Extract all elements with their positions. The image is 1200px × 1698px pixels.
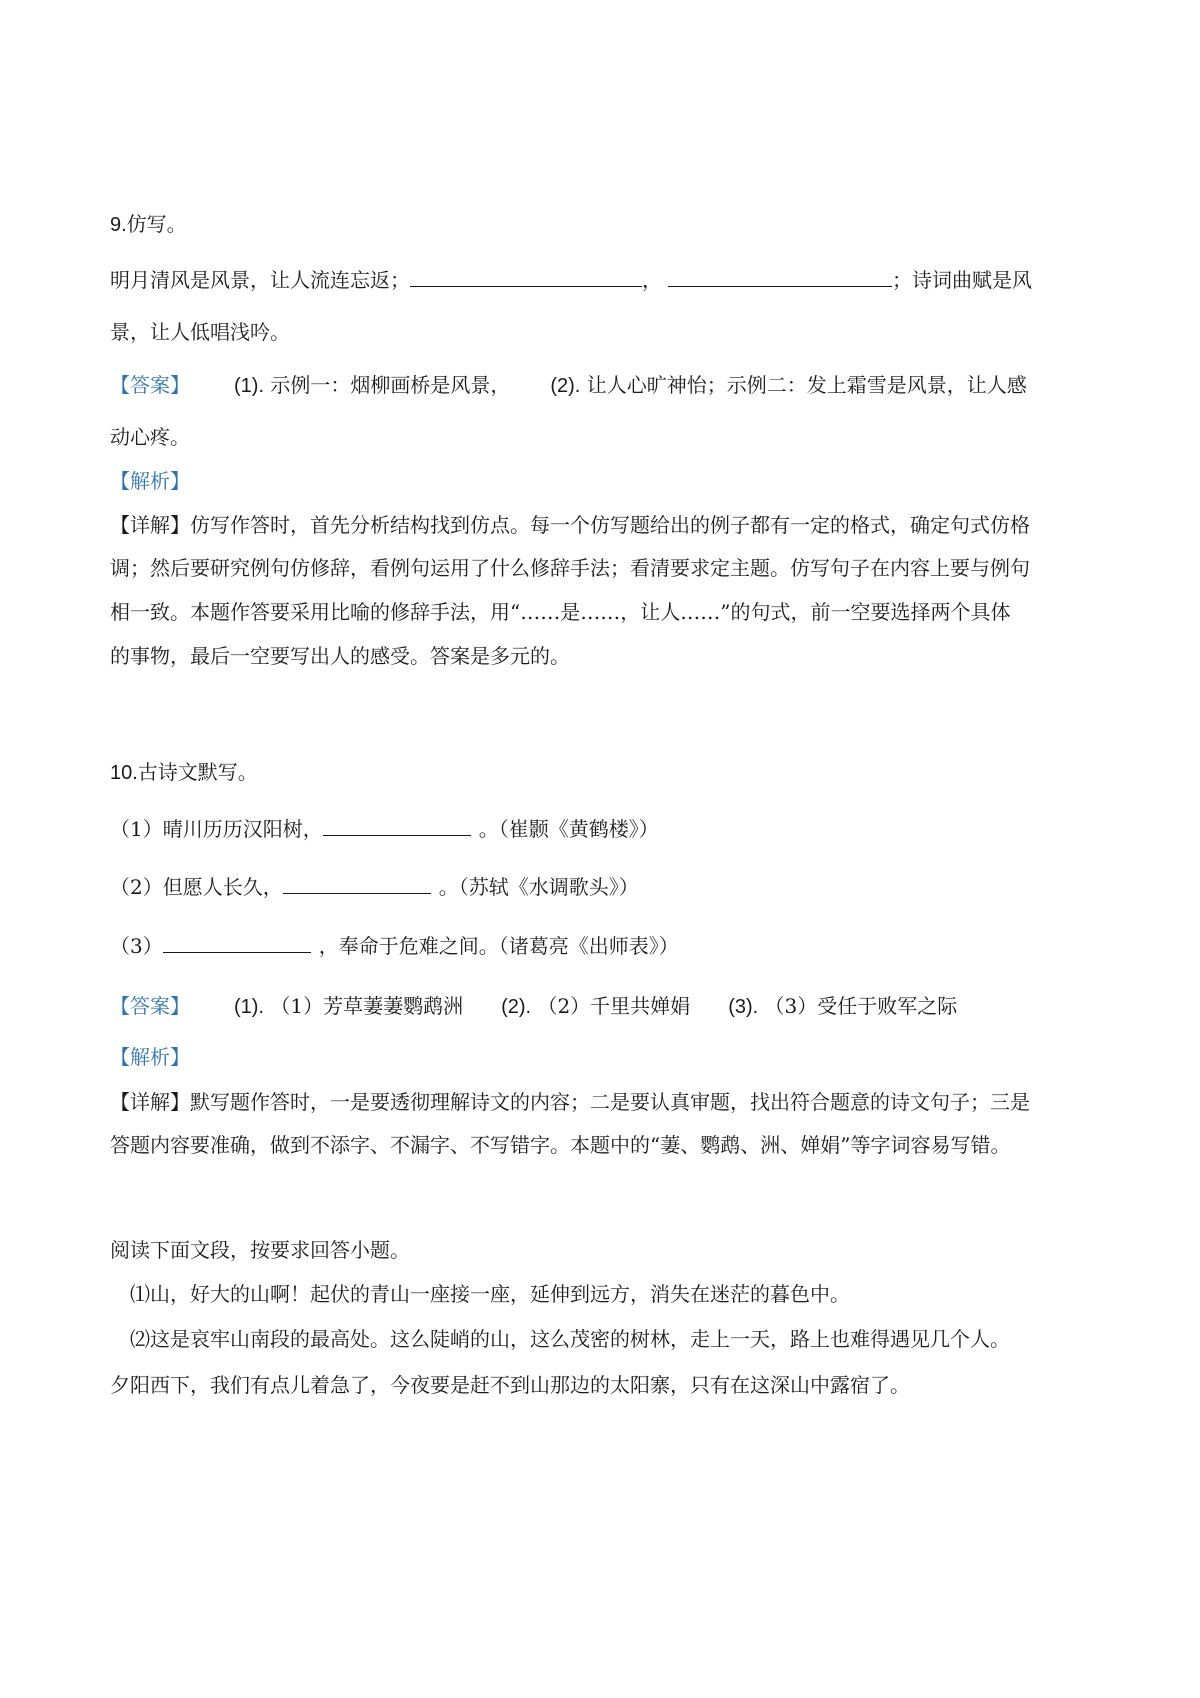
q10-answer-text-2: （2）千里共婵娟 [537,994,691,1018]
q9-prompt-part1: 明月清风是风景，让人流连忘返； [110,268,410,292]
q10-answer-tag: 【答案】 [110,994,190,1018]
q9-prompt-sep: ， [642,268,662,292]
q9-heading: 9.仿写。 [110,214,187,236]
q9-answer-num-2: (2). [550,375,581,397]
q10-answer [110,992,1100,1021]
reading-paragraph-2: ⑵这是哀牢山南段的最高处。这么陡峭的山，这么茂密的树林，走上一天，路上也难得遇见几个人。 [130,1327,1010,1351]
q10-answer-text-3: （3）受任于败军之际 [764,994,958,1018]
q10-item-1-post: 。（崔颢《黄鹤楼》） [478,817,659,841]
q10-detail-line-1: 【详解】默写题作答时，一是要透彻理解诗文的内容；二是要认真审题，找出符合题意的诗文句子；三是 [110,1090,1030,1114]
q9-detail-line-1: 【详解】仿写作答时，首先分析结构找到仿点。每一个仿写题给出的例子都有一定的格式，确定句式仿格 [110,513,1030,537]
q9-prompt-part2: ；诗词曲赋是风 [892,268,1032,292]
q9-prompt [110,266,1100,294]
q9-analysis-tag: 【解析】 [110,469,190,493]
q9-detail-line-3: 相一致。本题作答要采用比喻的修辞手法，用“……是……，让人……”的句式，前一空要选择两个具体 [110,600,1011,624]
q9-answer-continued: 动心疼。 [110,425,190,449]
q9-prompt-continued: 景，让人低唱浅吟。 [110,320,290,344]
reading-paragraph-1: ⑴山，好大的山啊！起伏的青山一座接一座，延伸到远方，消失在迷茫的暮色中。 [130,1282,850,1306]
q10-item-1-pre: （1）晴川历历汉阳树， [110,817,323,841]
q10-item-3-blank[interactable] [163,932,311,953]
reading-paragraph-2-continued: 夕阳西下，我们有点儿着急了，今夜要是赶不到山那边的太阳寨，只有在这深山中露宿了。 [110,1373,910,1397]
q9-answer-text-2: 让人心旷神怡；示例二：发上霜雪是风景，让人感 [586,373,1027,397]
q9-detail-line-2: 调；然后要研究例句仿修辞，看例句运用了什么修辞手法；看清要求定主题。仿写句子在内容上要与例句 [110,556,1030,580]
q10-item-3-pre: （3） [110,934,163,958]
q10-heading: 10.古诗文默写。 [110,762,258,784]
reading-intro: 阅读下面文段，按要求回答小题。 [110,1238,410,1262]
q9-blank-1[interactable] [410,266,642,287]
q10-answer-num-1: (1). [234,996,264,1018]
q10-item-2-blank[interactable] [283,873,431,894]
q10-item-1-blank[interactable] [323,815,471,836]
q10-detail-line-2: 答题内容要准确，做到不添字、不漏字、不写错字。本题中的“萋、鹦鹉、洲、婵娟”等字词容易写错。 [110,1133,1011,1157]
q10-item-2 [110,873,1100,901]
q10-answer-num-3: (3). [728,996,759,1018]
q10-item-2-post: 。（苏轼《水调歌头》） [438,875,639,899]
q9-answer-num-1: (1). [234,375,264,397]
q9-answer-tag: 【答案】 [110,373,190,397]
q9-answer [110,371,1100,400]
q9-answer-text-1: 示例一：烟柳画桥是风景， [270,373,511,397]
q10-answer-text-1: （1）芳草萋萋鹦鹉洲 [270,994,464,1018]
q10-item-3 [110,932,1100,960]
q9-detail-line-4: 的事物，最后一空要写出人的感受。答案是多元的。 [110,644,570,668]
q10-item-3-post: ，奉命于危难之间。（诸葛亮《出师表》） [318,934,679,958]
q10-item-1 [110,815,1100,843]
q10-item-2-pre: （2）但愿人长久， [110,875,283,899]
q10-answer-num-2: (2). [501,996,532,1018]
q10-analysis-tag: 【解析】 [110,1045,190,1069]
q9-blank-2[interactable] [668,266,892,287]
